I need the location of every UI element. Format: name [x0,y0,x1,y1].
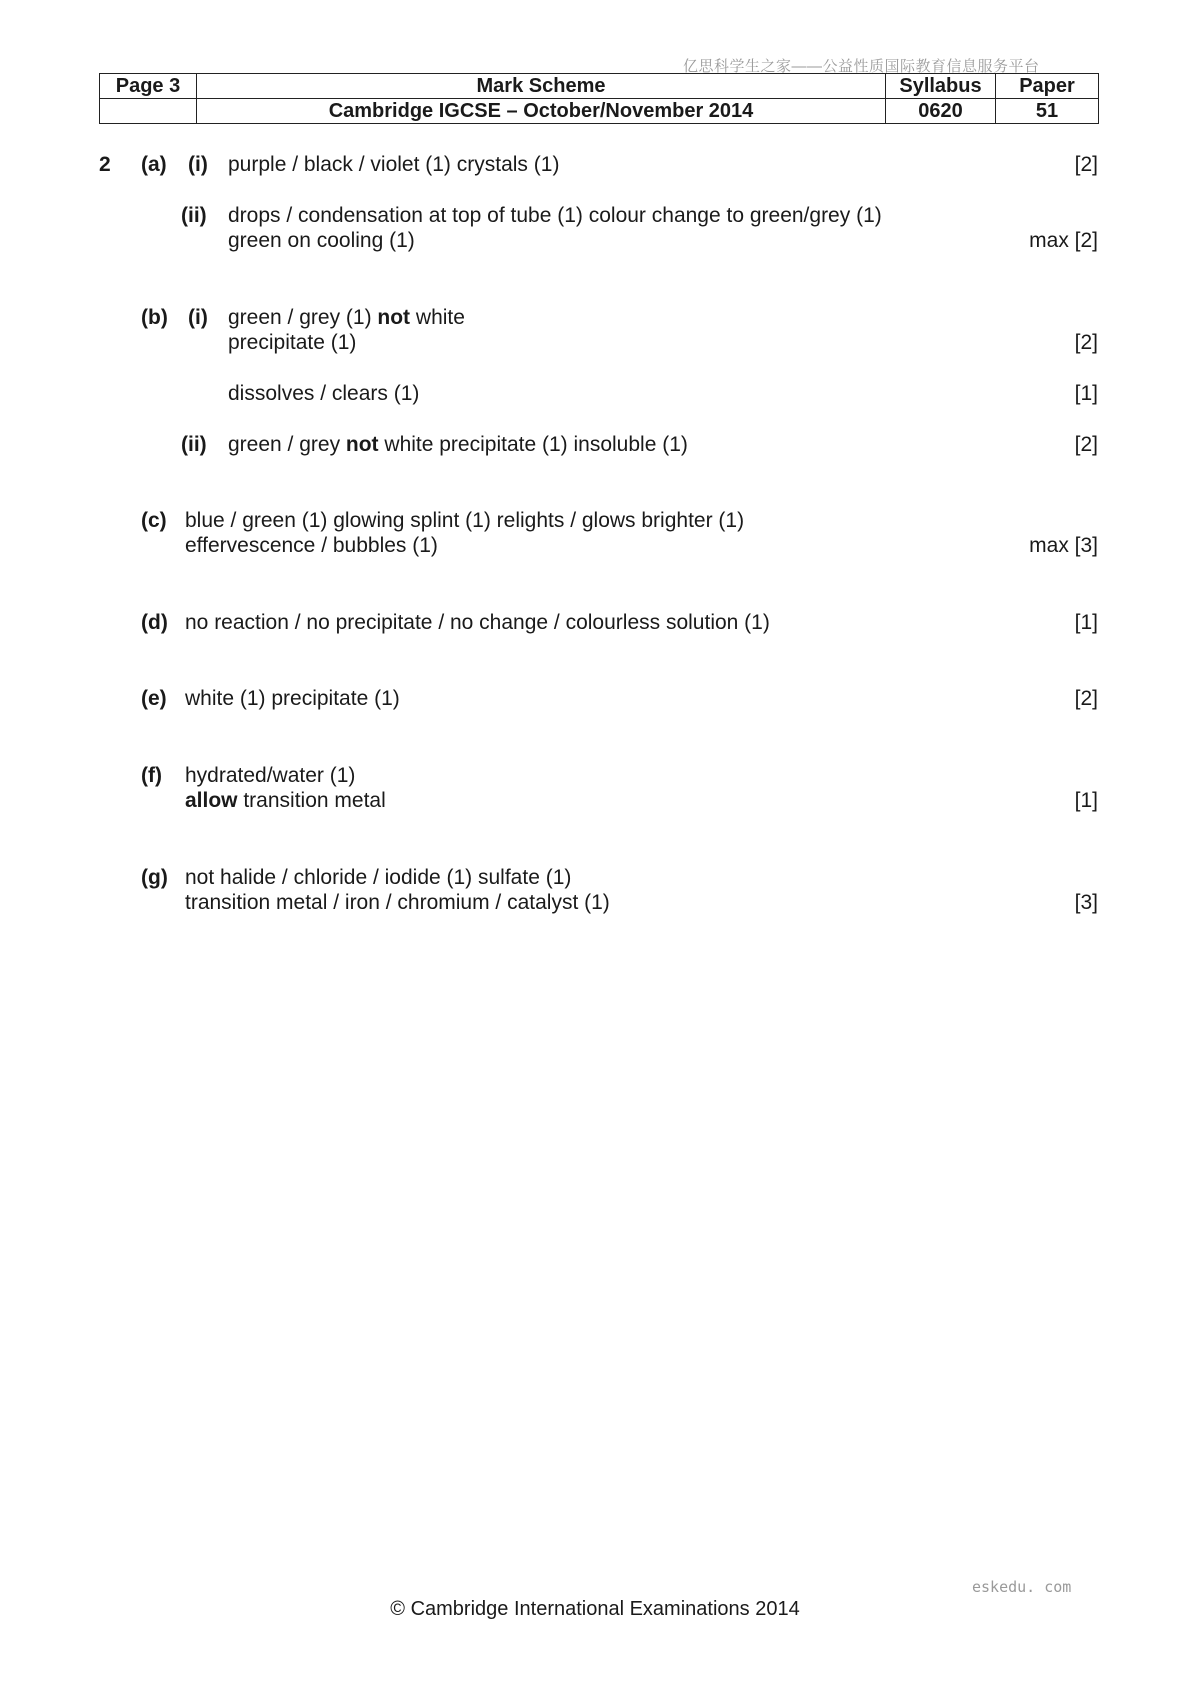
part-d-mark: [1] [1074,611,1098,634]
part-b-i-line1: green / grey (1) not white [228,306,465,329]
part-b-label: (b) [141,306,168,329]
part-a-ii-line1: drops / condensation at top of tube (1) colour change to green/grey (1) [228,204,882,227]
page-number: Page 3 [100,74,197,99]
part-b-i-label: (i) [188,306,208,329]
part-a-i-answer: purple / black / violet (1) crystals (1) [228,153,560,176]
header-table [99,73,1099,124]
part-e-mark: [2] [1074,687,1098,710]
question-number: 2 [99,153,111,176]
part-e-label: (e) [141,687,167,710]
part-b-ii-mark: [2] [1074,433,1098,456]
part-b-i-mark: [2] [1074,331,1098,354]
part-b-i-line2: precipitate (1) [228,331,357,354]
paper-code: 51 [996,99,1099,124]
part-c-label: (c) [141,509,167,532]
part-d-label: (d) [141,611,168,634]
part-c-mark: max [3] [1029,534,1098,557]
part-a-ii-line2: green on cooling (1) [228,229,415,252]
part-a-label: (a) [141,153,167,176]
part-b-i-mark2: [1] [1074,382,1098,405]
syllabus-code: 0620 [886,99,996,124]
part-f-mark: [1] [1074,789,1098,812]
part-f-line2: allow transition metal [185,789,386,812]
part-b-i-line3: dissolves / clears (1) [228,382,420,405]
part-f-line1: hydrated/water (1) [185,764,356,787]
part-b-ii-label: (ii) [181,433,207,456]
site-watermark: eskedu. com [972,1578,1072,1596]
part-g-line2: transition metal / iron / chromium / catalyst (1) [185,891,610,914]
doc-title: Mark Scheme [197,74,886,99]
part-c-line2: effervescence / bubbles (1) [185,534,438,557]
copyright-footer: © Cambridge International Examinations 2014 [390,1598,800,1620]
part-a-ii-label: (ii) [181,204,207,227]
part-d-answer: no reaction / no precipitate / no change / colourless solution (1) [185,611,770,634]
part-b-ii-answer: green / grey not white precipitate (1) insoluble (1) [228,433,688,456]
part-g-mark: [3] [1074,891,1098,914]
paper-label: Paper [996,74,1099,99]
part-f-label: (f) [141,764,162,787]
watermark-text: 亿思科学生之家——公益性质国际教育信息服务平台 [683,58,1040,75]
header-empty-cell [100,99,197,124]
part-g-label: (g) [141,866,168,889]
part-a-ii-mark: max [2] [1029,229,1098,252]
part-g-line1: not halide / chloride / iodide (1) sulfate (1) [185,866,572,889]
part-c-line1: blue / green (1) glowing splint (1) relights / glows brighter (1) [185,509,745,532]
part-a-i-label: (i) [188,153,208,176]
part-a-i-mark: [2] [1074,153,1098,176]
part-e-answer: white (1) precipitate (1) [185,687,400,710]
syllabus-label: Syllabus [886,74,996,99]
doc-subtitle: Cambridge IGCSE – October/November 2014 [197,99,886,124]
